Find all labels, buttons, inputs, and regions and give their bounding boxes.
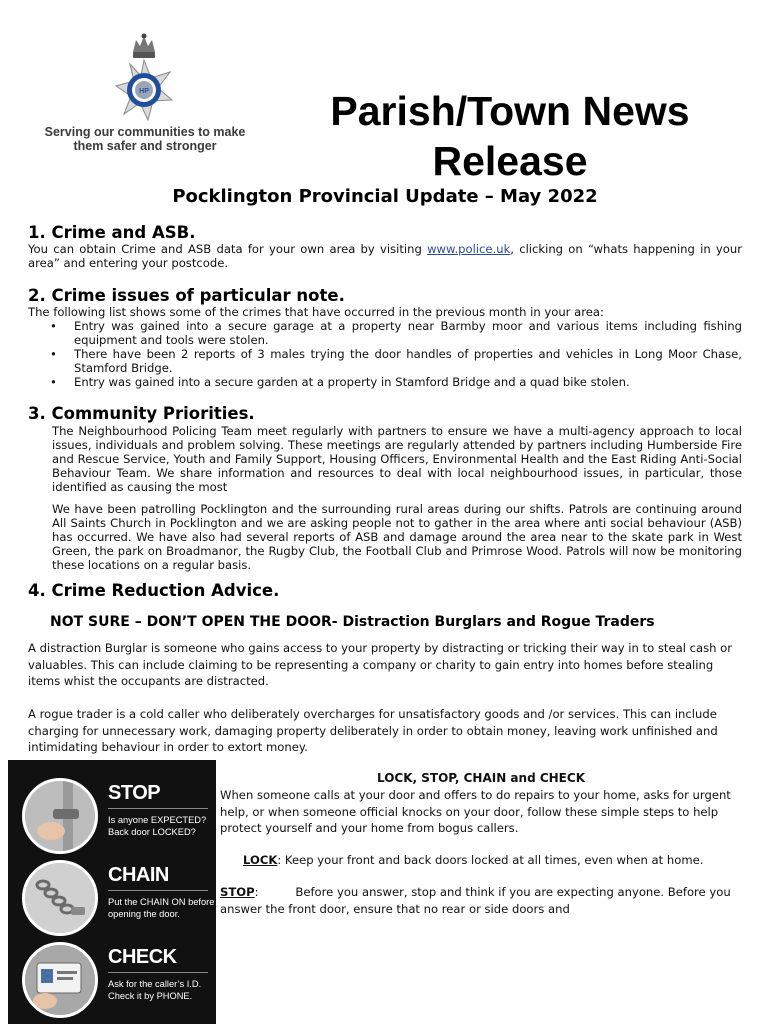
advice-paragraph-1: A distraction Burglar is someone who gains access to your property by distracting or tricking their way in to steal cash or valuables. This can include claiming to be representing a company or charity to gain entry into homes before stealing items whist the occupants are distracted. [28, 641, 733, 688]
poster-step-chain [8, 856, 216, 940]
stop-step [220, 884, 742, 917]
poster-step-text: Ask for the caller’s I.D. Check it by PHONE. [108, 979, 202, 1001]
issues-intro: The following list shows some of the crimes that have occurred in the previous month in your area: [28, 305, 604, 319]
svg-text:HP: HP [139, 88, 149, 95]
poster-step-check [8, 938, 216, 1022]
list-item-text: Entry was gained into a secure garage at a property near Barmby moor and various items including fishing equipment and tools were stolen. [74, 319, 742, 347]
warning-heading: NOT SURE – DON’T OPEN THE DOOR- Distraction Burglars and Rogue Traders [50, 614, 655, 630]
section-heading-crime: 1. Crime and ASB. [28, 223, 196, 242]
poster-divider [108, 972, 208, 973]
poster-divider [108, 890, 208, 891]
stop-label: STOP [220, 885, 255, 899]
crime-text-before: You can obtain Crime and ASB data for your own area by visiting [28, 242, 428, 256]
list-item [50, 319, 742, 347]
priorities-paragraph-1: The Neighbourhood Policing Team meet regularly with partners to ensure we have a multi-agency approach to local issues, individuals and problem solving. These meetings are regularly attended by partners including Humberside Fire and Rescue Service, Youth and Family Support, Housing Officers, Environmental Health and the East Riding Anti-Social Behaviour Team. We share information and resources to deal with local neighbourhood issues, in particular, those identified as causing the most [52, 424, 742, 494]
crime-paragraph [28, 242, 742, 270]
poster-divider [108, 808, 208, 809]
poster-step-text: Is anyone EXPECTED? Back door LOCKED? [108, 815, 207, 837]
poster-step-text: Put the CHAIN ON before opening the door. [108, 897, 215, 919]
list-item-text: Entry was gained into a secure garden at a property in Stamford Bridge and a quad bike stolen. [74, 375, 630, 389]
section-heading-issues: 2. Crime issues of particular note. [28, 286, 345, 305]
lock-step [243, 852, 742, 869]
list-item-text: There have been 2 reports of 3 males trying the door handles of properties and vehicles in Long Moor Chase, Stamford Bridge. [74, 347, 742, 375]
list-item [50, 347, 742, 375]
bullet-dot-icon: • [50, 319, 57, 333]
list-item [50, 375, 742, 389]
bullet-dot-icon: • [50, 375, 57, 389]
crime-list [50, 319, 742, 389]
police-crest-icon [100, 32, 188, 124]
poster-step-title: STOP [108, 782, 161, 804]
stop-text: : Before you answer, stop and think if you are expecting anyone. Before you answer the front door, ensure that no rear or side doors and [220, 885, 735, 916]
section-heading-advice: 4. Crime Reduction Advice. [28, 581, 280, 600]
lsc-intro: When someone calls at your door and offers to do repairs to your home, asks for urgent help, or when someone official knocks on your door, follow these simple steps to help protect yourself and your home from bogus callers. [220, 788, 731, 835]
door-chain-icon [22, 860, 98, 936]
lock-label: LOCK [243, 853, 278, 867]
advice-paragraph-2: A rogue trader is a cold caller who deliberately overcharges for unsatisfactory goods and /or services. This can include charging for unnecessary work, damaging property deliberately in order to obtain money, leaving work unfinished and intimidating behaviour in order to extort money. [28, 707, 718, 754]
poster-step-stop [8, 774, 216, 858]
door-lock-icon [22, 778, 98, 854]
lsc-title: LOCK, STOP, CHAIN and CHECK [376, 771, 585, 785]
priorities-paragraph-2: We have been patrolling Pocklington and the surrounding rural areas during our shifts. Patrols are continuing around All Saints Church in Pocklington and we are asking people not to gather in the area where anti social behaviour (ASB) has occurred. We have also had several reports of ASB and damage around the area near to the skate park in West Green, the park on Broadmanor, the Rugby Club, the Football Club and Primrose Wood. Patrols will now be monitoring these locations on a regular basis. [52, 502, 742, 572]
lock-stop-chain-check-poster [8, 760, 216, 1024]
crime-text-after: , clicking on “whats happening in your area” and entering your postcode. [28, 242, 742, 270]
section-heading-priorities: 3. Community Priorities. [28, 404, 255, 423]
lock-text: : Keep your front and back doors locked at all times, even when at home. [277, 853, 704, 867]
page-title: Parish/Town News Release [330, 88, 690, 184]
page-subtitle: Pocklington Provincial Update – May 2022 [172, 186, 598, 207]
poster-step-title: CHECK [108, 946, 177, 968]
tagline: Serving our communities to make them safer and stronger [44, 125, 246, 153]
bullet-dot-icon: • [50, 347, 57, 361]
police-uk-link[interactable]: www.police.uk [427, 242, 511, 256]
poster-step-title: CHAIN [108, 864, 169, 886]
id-card-icon [22, 942, 98, 1018]
